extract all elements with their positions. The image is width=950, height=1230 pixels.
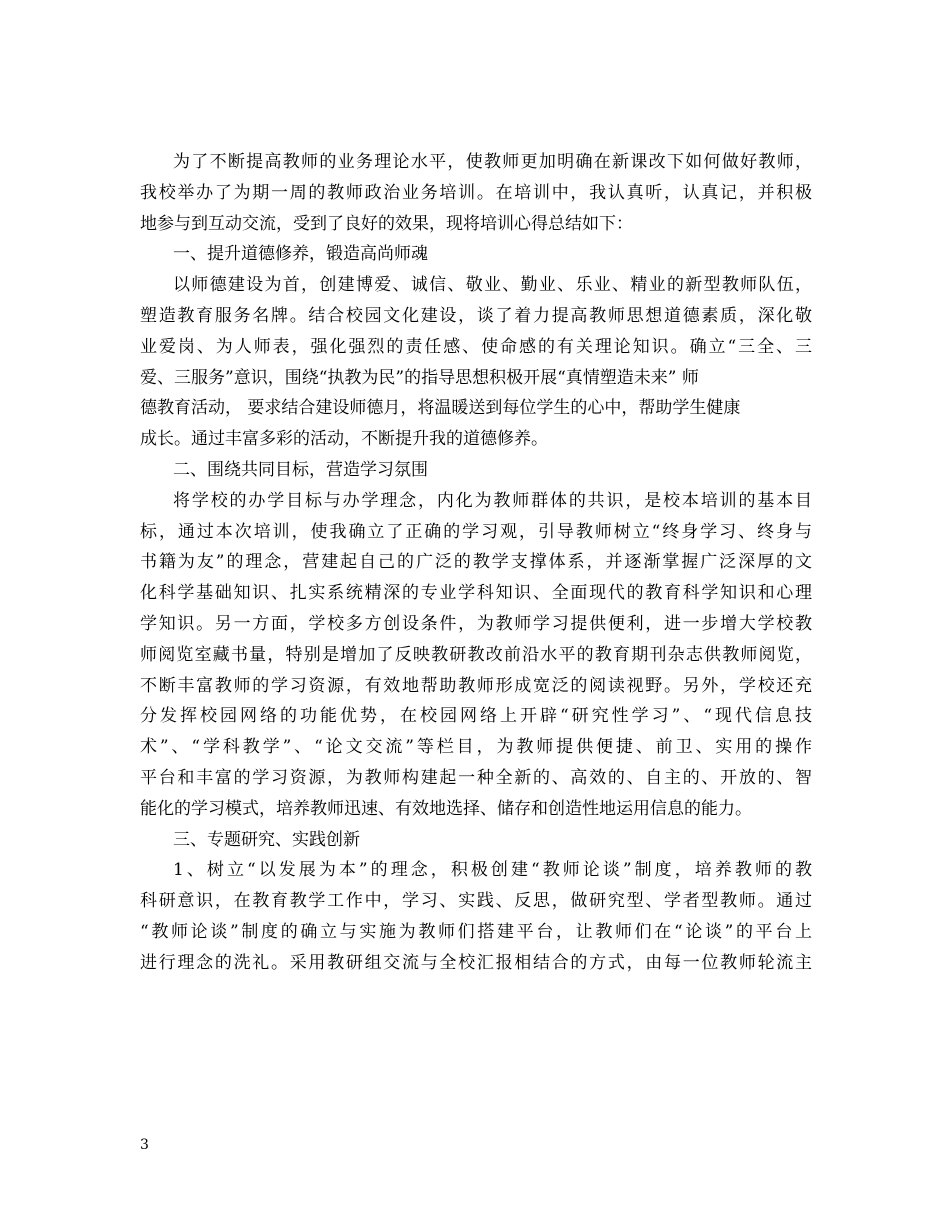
text-line: 爱、三服务”意识，围绕“执教为民”的指导思想积极开展“真情塑造未来” 师 xyxy=(140,367,699,388)
text-line: “教师论谈”制度的确立与实施为教师们搭建平台，让教师们在“论谈”的平台上 xyxy=(140,921,812,942)
text-line: 为了不断提高教师的业务理论水平，使教师更加明确在新课改下如何做好教师， xyxy=(173,152,812,172)
text-line: 标，通过本次培训，使我确立了正确的学习观，引导教师树立“终身学习、终身与 xyxy=(140,521,812,542)
text-line: 德教育活动， 要求结合建设师德月，将温暖送到每位学生的心中，帮助学生健康 xyxy=(140,398,741,419)
text-line: 1、树立“以发展为本”的理念，积极创建“教师论谈”制度，培养教师的教 xyxy=(173,860,812,881)
text-line: 业爱岗、为人师表，强化强烈的责任感、使命感的有关理论知识。确立“三全、三 xyxy=(140,336,812,357)
text-line: 一、提升道德修养，锻造高尚师魂 xyxy=(173,244,428,265)
text-line: 进行理念的洗礼。采用教研组交流与全校汇报相结合的方式，由每一位教师轮流主 xyxy=(140,952,812,973)
text-line: 我校举办了为期一周的教师政治业务培训。在培训中，我认真听，认真记，并积极 xyxy=(140,182,812,203)
text-line: 以师德建设为首，创建博爱、诚信、敬业、勤业、乐业、精业的新型教师队伍， xyxy=(173,275,812,296)
text-line: 地参与到互动交流，受到了良好的效果，现将培训心得总结如下： xyxy=(140,213,633,234)
text-line: 二、围绕共同目标，营造学习氛围 xyxy=(173,459,428,480)
text-line: 能化的学习模式，培养教师迅速、有效地选择、储存和创造性地运用信息的能力。 xyxy=(140,798,752,819)
text-line: 术”、“学科教学”、“论文交流”等栏目，为教师提供便捷、前卫、实用的操作 xyxy=(140,737,812,758)
text-line: 不断丰富教师的学习资源，有效地帮助教师形成宽泛的阅读视野。另外，学校还充 xyxy=(140,675,812,696)
text-line: 师阅览室藏书量，特别是增加了反映教研教改前沿水平的教育期刊杂志供教师阅览， xyxy=(140,644,812,665)
page-number: 3 xyxy=(140,1137,149,1153)
text-line: 学知识。另一方面，学校多方创设条件，为教师学习提供便利，进一步增大学校教 xyxy=(140,613,812,634)
text-line: 分发挥校园网络的功能优势，在校园网络上开辟“研究性学习”、“现代信息技 xyxy=(140,706,812,727)
document-body xyxy=(140,147,812,979)
text-line: 平台和丰富的学习资源，为教师构建起一种全新的、高效的、自主的、开放的、智 xyxy=(140,767,812,788)
text-line: 将学校的办学目标与办学理念，内化为教师群体的共识，是校本培训的基本目 xyxy=(173,490,812,511)
text-line: 科研意识，在教育教学工作中，学习、实践、反思，做研究型、学者型教师。通过 xyxy=(140,891,812,912)
text-line: 三、专题研究、实践创新 xyxy=(173,829,360,850)
text-line: 书籍为友”的理念，营建起自己的广泛的教学支撑体系，并逐渐掌握广泛深厚的文 xyxy=(140,552,812,573)
text-line: 塑造教育服务名牌。结合校园文化建设，谈了着力提高教师思想道德素质，深化敬 xyxy=(140,305,812,326)
text-line: 化科学基础知识、扎实系统精深的专业学科知识、全面现代的教育科学知识和心理 xyxy=(140,583,812,604)
text-line: 成长。通过丰富多彩的活动，不断提升我的道德修养。 xyxy=(140,429,548,450)
